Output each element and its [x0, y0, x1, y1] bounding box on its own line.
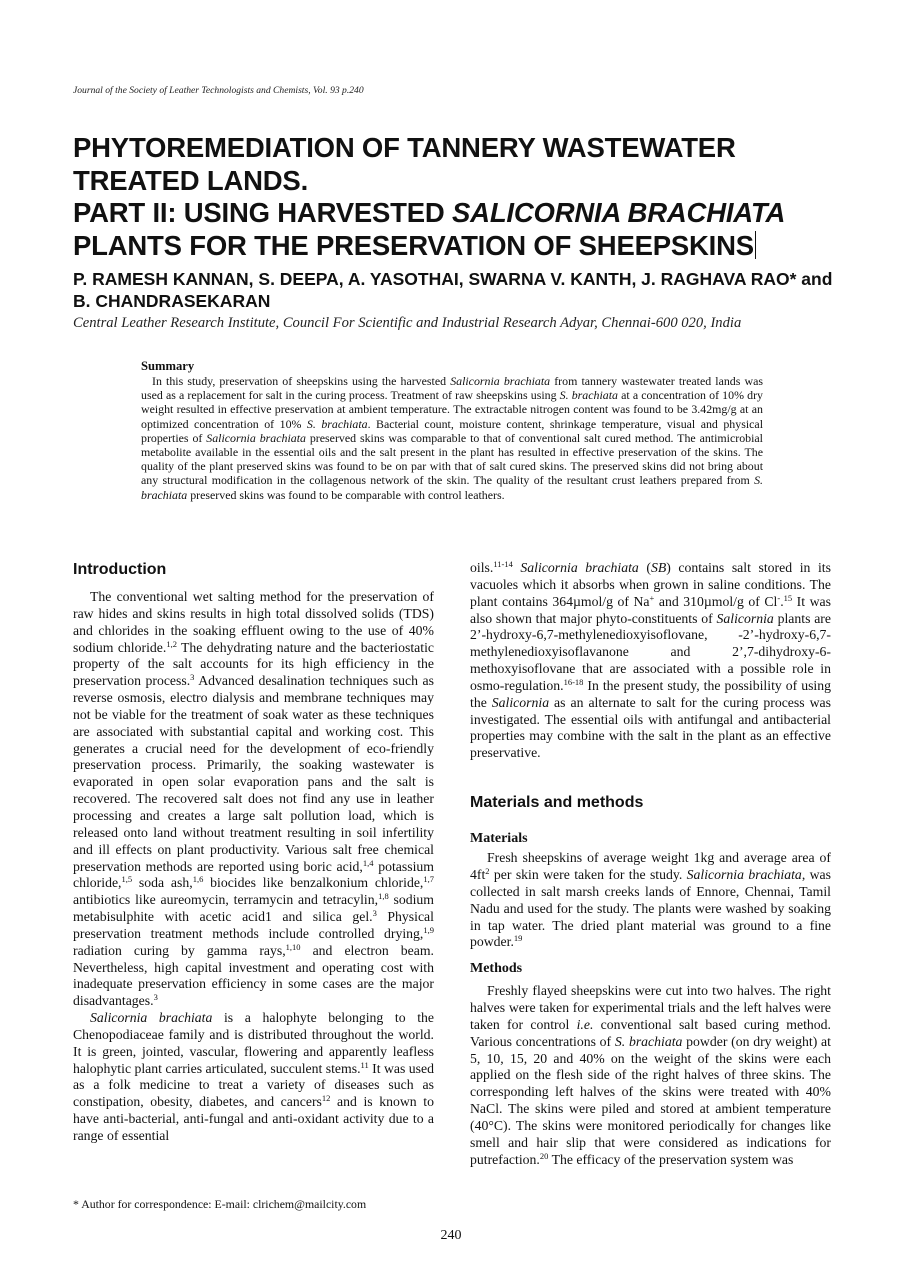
- running-head: Journal of the Society of Leather Technologists and Chemists, Vol. 93 p.240: [73, 85, 364, 96]
- citation: 19: [513, 933, 523, 944]
- text-run: Fresh sheepskins of average weight 1kg and average area of 4ft: [470, 850, 831, 882]
- text-run: In this study, preservation of sheepskins using the harvested: [152, 374, 451, 388]
- citation: 1,7: [423, 874, 434, 885]
- citation: 1,8: [378, 891, 389, 902]
- citation: 3: [153, 992, 158, 1003]
- species-name: Salicornia: [491, 694, 550, 710]
- citation: 11: [360, 1059, 369, 1070]
- text-run: Freshly flayed sheepskins were cut into two halves. The right halves were taken for experimental trials and the left halves were taken for control: [470, 983, 831, 1032]
- species-name: Salicornia brachiata: [450, 374, 551, 388]
- text-run: antibiotics like aureomycin, terramycin and tetracylin,: [73, 892, 379, 908]
- species-name: Salicornia: [716, 610, 774, 626]
- title-line-1: PHYTOREMEDIATION OF TANNERY WASTEWATER: [73, 132, 736, 163]
- text-run: plants are 2’-hydroxy-6,7-methylenedioxyisoflovane, -2’-hydroxy-6,7-methylenedioxyisoflavanone and 2’,7-dihydroxy-6-methoxyisoflovane that are associated with a possible role in osmo-regulation.: [470, 610, 831, 693]
- text-run: and 310µmol/g of Cl: [654, 593, 778, 609]
- text-run: ) contains salt stored in its vacuoles which it absorbs when grown in saline conditions. The plant contains 364µmol/g of Na: [470, 560, 831, 609]
- text-run: from tannery wastewater treated lands was used as a replacement for salt in the curing process. Treatment of raw sheepskins using: [141, 374, 763, 403]
- text-run: In the present study, the possibility of using the: [470, 677, 831, 710]
- text-run: conventional salt based curing method. Various concentrations of: [470, 1016, 831, 1049]
- citation: 1,6: [192, 874, 204, 885]
- text-run: (: [638, 560, 651, 575]
- right-column: [470, 560, 831, 1168]
- title-line-4: [73, 230, 853, 263]
- summary-abstract: [141, 359, 763, 502]
- superscript: -: [777, 592, 781, 603]
- citation: 20: [539, 1150, 549, 1161]
- methods-paragraph: [470, 983, 831, 1168]
- species-name: Salicornia brachiata: [520, 560, 639, 575]
- species-name: S. brachiata: [141, 473, 763, 502]
- text-run: . Bacterial count, moisture content, shrinkage temperature, visual and physical properties of: [141, 416, 763, 445]
- text-run: The conventional wet salting method for the preservation of raw hides and skins results in high total dissolved solids (TDS) and chlorides in the soaking effluent owing to the use of 40% sodium chloride.: [73, 589, 434, 655]
- citation: 1,5: [121, 874, 133, 885]
- text-run: potassium chloride,: [73, 858, 434, 891]
- left-column: [73, 560, 434, 1145]
- text-run: powder (on dry weight) at 5, 10, 15, 20 and 40% on the weight of the skins were each applied on the flesh side of the right halves of three skins. The corresponding left halves of the skins were treated with 40% NaCl. The skins were piled and stored at ambient temperature (40°C). The skins were monitored periodically for changes like smell and hair slip that were considered as indications for putrefaction.: [470, 1033, 831, 1167]
- text-run: It was used as a folk medicine to treat a variety of diseases such as constipation, obesity, diabetes, and cancers: [73, 1060, 435, 1110]
- citation: 1,2: [166, 638, 177, 649]
- page-number: 240: [440, 1228, 462, 1243]
- text-run: radiation curing by gamma rays,: [73, 942, 286, 958]
- title-species-name: SALICORNIA BRACHIATA: [452, 197, 786, 228]
- abbreviation: SB: [650, 560, 667, 575]
- abbreviation: i.e.: [576, 1016, 594, 1032]
- species-name: S. brachiata: [614, 1033, 683, 1049]
- superscript: +: [649, 592, 655, 603]
- citation: 11-14: [493, 559, 513, 569]
- materials-subheading: Materials: [470, 831, 528, 847]
- text-run: Advanced desalination techniques such as reverse osmosis, electro dialysis and membrane techniques may not be viable for the treatment of soak water as these techniques are associated with substantial capital and working cost. This generates a crucial need for the development of eco-friendly preservation process. Primarily, the soaking wastewater is evaporated in open solar evaporation pans and the salt is recovered. The recovered salt does not find any use in leather processing and creates a large salt pollution load, which is released onto land without treatment resulting in soil infertility and ill effects on plant productivity. Various salt free chemical preservation methods are reported using boric acid,: [73, 673, 434, 874]
- summary-heading: Summary: [141, 359, 195, 373]
- text-run: .: [780, 593, 784, 609]
- text-run: as an alternate to salt for the curing process was investigated. The essential oils with antifungal and antibacterial properties may combine with the salt in the plant as an effective preservative.: [470, 694, 831, 761]
- citation: 12: [321, 1093, 331, 1104]
- author-list: P. RAMESH KANNAN, S. DEEPA, A. YASOTHAI, SWARNA V. KANTH, J. RAGHAVA RAO* and B. CHANDRASEKARAN: [73, 269, 833, 311]
- affiliation: Central Leather Research Institute, Council For Scientific and Industrial Research Adyar, Chennai-600 020, India: [73, 315, 742, 331]
- text-run: per skin were taken for the study.: [489, 866, 687, 882]
- title-line-4-text: PLANTS FOR THE PRESERVATION OF SHEEPSKINS: [73, 229, 754, 261]
- text-run: , was collected in salt marsh creeks lands of Ennore, Chennai, Tamil Nadu and used for the study. The plants were washed by soaking in tap water. The dried plant material was ground to a fine powder.: [470, 866, 832, 950]
- species-name: S. brachiata: [559, 388, 618, 403]
- introduction-heading: Introduction: [73, 561, 167, 578]
- introduction-paragraph-2-continued: [470, 560, 831, 762]
- citation: 3: [190, 672, 195, 683]
- article-title: [73, 132, 853, 262]
- citation: 1,10: [285, 941, 301, 952]
- correspondence-footnote: * Author for correspondence: E-mail: clrichem@mailcity.com: [73, 1197, 367, 1211]
- text-run: soda ash,: [132, 875, 193, 891]
- citation: 1,9: [423, 924, 434, 935]
- text-run: and electron beam. Nevertheless, high capital investment and operating cost with inadequate preservation efficiency in some cases are the major disadvantages.: [73, 942, 434, 1009]
- introduction-paragraph-1: [73, 589, 434, 1010]
- title-line-3-text: PART II: USING HARVESTED: [73, 197, 453, 228]
- title-line-3: [73, 197, 853, 230]
- text-run: It was also shown that major phyto-constituents of: [470, 593, 831, 626]
- article-title-block: [73, 132, 853, 262]
- materials-methods-heading: Materials and methods: [470, 794, 644, 812]
- methods-subheading: Methods: [470, 961, 523, 977]
- species-name: Salicornia brachiata: [206, 430, 306, 445]
- text-run: oils.: [470, 560, 494, 575]
- species-name: S. brachiata: [306, 416, 368, 431]
- citation: 15: [783, 592, 793, 603]
- text-run: Physical preservation treatment methods include controlled drying,: [73, 909, 434, 941]
- text-run: is a halophyte belonging to the Chenopodiaceae family and is distributed throughout the world. It is green, jointed, vascular, flowering and apparently leafless halophytic plant carries articulated, succulent stems.: [73, 1010, 434, 1076]
- citation: 1,4: [362, 857, 374, 868]
- text-run: The efficacy of the preservation system was: [548, 1151, 794, 1167]
- text-run: at a concentration of 10% dry weight resulted in effective preservation at ambient temperature. The extractable nitrogen content was found to be 3.42mg/g at an optimized concentration of 10%: [141, 388, 763, 431]
- materials-paragraph: [470, 850, 831, 951]
- text-run: biocides like benzalkonium chloride,: [203, 875, 424, 891]
- text-run: The dehydrating nature and the bacteriostatic property of the salt accounts for its high efficiency in the preservation process.: [73, 639, 434, 689]
- citation: 3: [372, 908, 377, 919]
- title-line-2: TREATED LANDS.: [73, 164, 309, 196]
- species-name: Salicornia brachiata: [686, 866, 802, 882]
- text-cursor: [755, 231, 756, 259]
- superscript: 2: [485, 865, 490, 876]
- text-run: preserved skins was comparable to that of conventional salt cured method. The antimicrobial metabolite available in the essential oils and the salt present in the plant has resulted in effective preservation of the skins. The quality of the plant preserved skins was found to be on par with that of salt cured skins. The preserved skins did not bring about any structural modification in the collagenous network of the skin. The quality of the resultant crust leathers prepared from: [141, 430, 763, 488]
- text-run: and is known to have anti-bacterial, anti-fungal and anti-oxidant activity due to a range of essential: [73, 1094, 434, 1143]
- summary-text: [141, 374, 763, 502]
- text-run: preserved skins was found to be comparable with control leathers.: [187, 487, 505, 502]
- text-run: sodium metabisulphite with acetic acid1 and silica gel.: [73, 892, 434, 925]
- species-name: Salicornia brachiata: [90, 1010, 213, 1026]
- introduction-paragraph-2: [73, 1010, 434, 1145]
- citation: 16-18: [563, 676, 584, 687]
